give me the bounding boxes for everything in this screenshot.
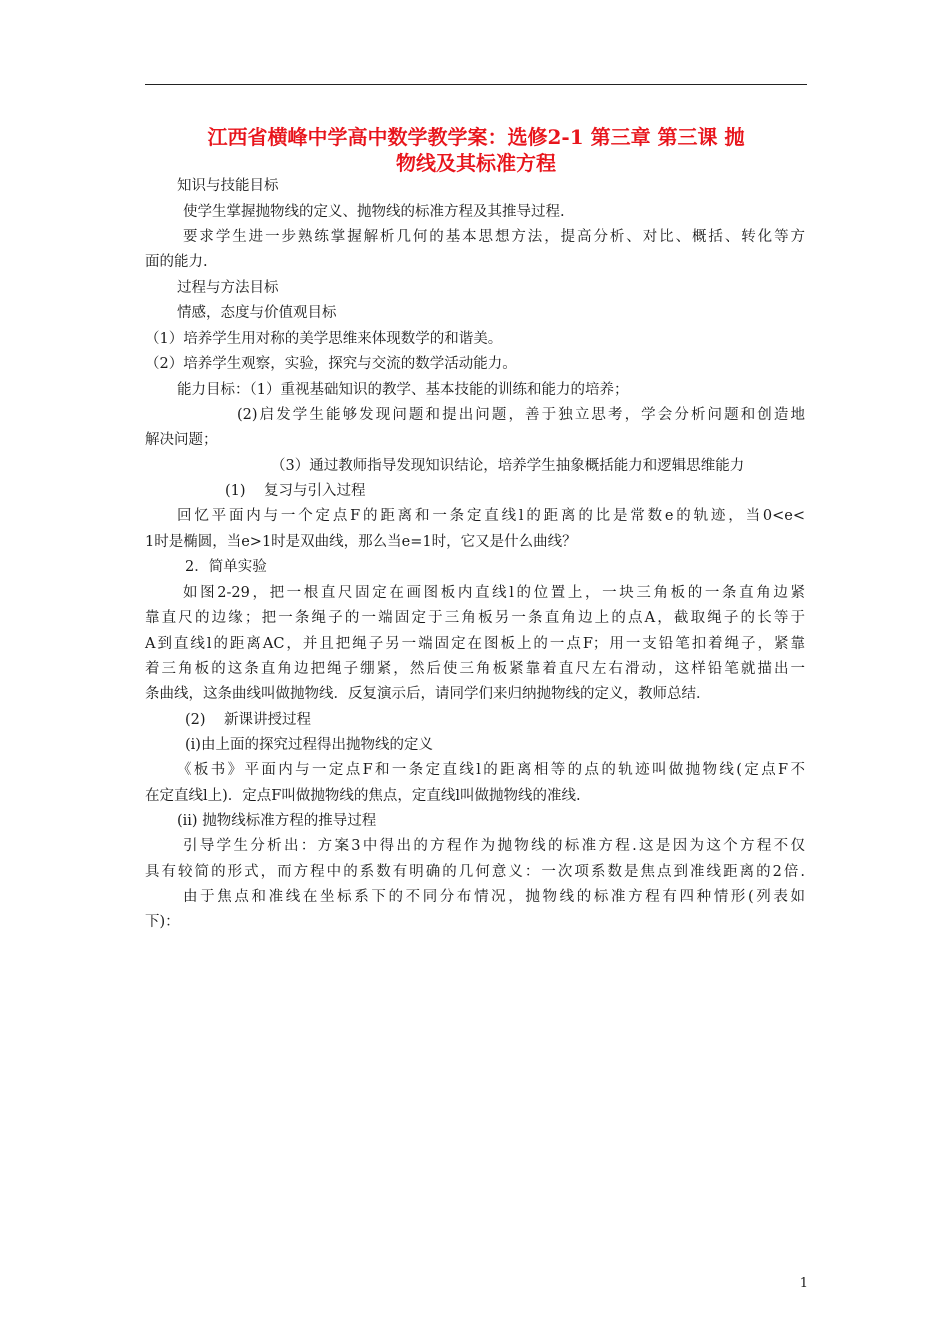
paragraph-line: 具有较简的形式，而方程中的系数有明确的几何意义：一次项系数是焦点到准线距离的2倍. <box>145 864 805 880</box>
heading-ability-goals: 能力目标：（1）重视基础知识的教学、基本技能的训练和能力的培养； <box>177 382 629 398</box>
list-item: (2)启发学生能够发现问题和提出问题，善于独立思考，学会分析问题和创造地 <box>237 407 805 423</box>
list-item: （1）培养学生用对称的美学思维来体现数学的和谐美。 <box>145 331 503 347</box>
paragraph-line: 要求学生进一步熟练掌握解析几何的基本思想方法，提高分析、对比、概括、转化等方 <box>183 229 805 245</box>
subsection-heading-derivation: (ii) 抛物线标准方程的推导过程 <box>177 813 377 829</box>
paragraph-line: 《板书》平面内与一定点F和一条定直线l的距离相等的点的轨迹叫做抛物线(定点F不 <box>177 762 805 778</box>
subsection-heading-definition: (i)由上面的探究过程得出抛物线的定义 <box>185 737 433 753</box>
paragraph-line: 靠直尺的边缘；把一条绳子的一端固定于三角板另一条直角边上的点A，截取绳子的长等于 <box>145 610 805 626</box>
heading-knowledge-goals: 知识与技能目标 <box>177 178 279 194</box>
list-item: （2）培养学生观察，实验，探究与交流的数学活动能力。 <box>145 356 517 372</box>
heading-emotion-goals: 情感，态度与价值观目标 <box>177 305 337 321</box>
page-number: 1 <box>799 1276 808 1291</box>
paragraph-line: A到直线l的距离AC，并且把绳子另一端固定在图板上的一点F；用一支铅笔扣着绳子，紧靠 <box>145 636 805 652</box>
paragraph-line: 如图2-29，把一根直尺固定在画图板内直线l的位置上，一块三角板的一条直角边紧 <box>183 585 805 601</box>
paragraph-line: 1时是椭圆，当e>1时是双曲线，那么当e=1时，它又是什么曲线？ <box>145 534 577 550</box>
paragraph-line: 回忆平面内与一个定点F的距离和一条定直线l的距离的比是常数e的轨迹，当0<e< <box>177 508 805 524</box>
paragraph-line: 面的能力. <box>145 254 208 270</box>
paragraph-line: 下)： <box>145 914 180 930</box>
section-heading-experiment: 2．简单实验 <box>185 559 267 575</box>
header-rule <box>145 84 807 85</box>
list-item: （3）通过教师指导发现知识结论，培养学生抽象概括能力和逻辑思维能力 <box>271 458 745 474</box>
heading-process-goals: 过程与方法目标 <box>177 280 279 296</box>
paragraph-line: 条曲线，这条曲线叫做抛物线．反复演示后，请同学们来归纳抛物线的定义，教师总结． <box>145 686 711 702</box>
paragraph-line: 由于焦点和准线在坐标系下的不同分布情况，抛物线的标准方程有四种情形(列表如 <box>183 889 805 905</box>
paragraph-line: 解决问题； <box>145 432 218 448</box>
paragraph-line: 使学生掌握抛物线的定义、抛物线的标准方程及其推导过程. <box>183 204 565 220</box>
section-heading-review: (1) 复习与引入过程 <box>225 483 366 499</box>
paragraph-line: 在定直线l上)．定点F叫做抛物线的焦点，定直线l叫做抛物线的准线. <box>145 788 581 804</box>
document-title-line-2: 物线及其标准方程 <box>396 151 556 175</box>
section-heading-new-lesson: (2) 新课讲授过程 <box>185 712 311 728</box>
paragraph-line: 引导学生分析出：方案3中得出的方程作为抛物线的标准方程.这是因为这个方程不仅 <box>183 838 805 854</box>
paragraph-line: 着三角板的这条直角边把绳子绷紧，然后使三角板紧靠着直尺左右滑动，这样铅笔就描出一 <box>145 661 805 677</box>
document-title-line-1: 江西省横峰中学高中数学教学案：选修2-1 第三章 第三课 抛 <box>207 125 745 149</box>
